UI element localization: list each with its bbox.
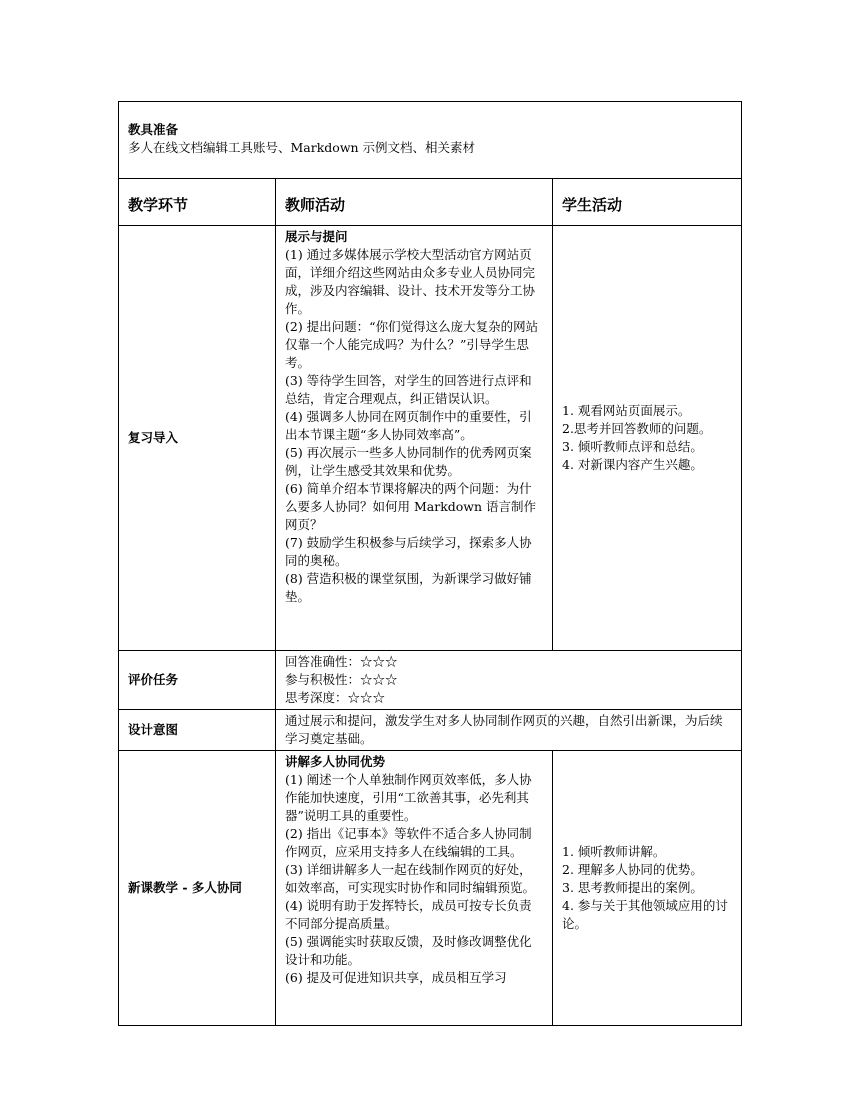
intent-stage-label: 设计意图 bbox=[128, 722, 179, 737]
new-lesson-teacher-title: 讲解多人协同优势 bbox=[285, 754, 386, 769]
review-student-line: 2.思考并回答教师的问题。 bbox=[562, 421, 712, 436]
evaluation-row bbox=[119, 651, 742, 710]
header-row bbox=[119, 179, 742, 226]
prep-content: 多人在线文档编辑工具账号、Markdown 示例文档、相关素材 bbox=[128, 140, 476, 155]
review-teacher-line: (7) 鼓励学生积极参与后续学习，探索多人协同的奥秘。 bbox=[285, 535, 532, 568]
header-teacher: 教师活动 bbox=[276, 179, 553, 226]
review-student-line: 3. 倾听教师点评和总结。 bbox=[562, 439, 703, 454]
review-student-cell bbox=[553, 226, 742, 651]
new-lesson-teacher-cell bbox=[276, 751, 553, 1026]
review-teacher-line: (4) 强调多人协同在网页制作中的重要性，引出本节课主题“多人协同效率高”。 bbox=[285, 409, 532, 442]
new-lesson-stage-label: 新课教学 - 多人协同 bbox=[128, 880, 242, 895]
prep-heading: 教具准备 bbox=[128, 122, 179, 137]
intent-stage-cell bbox=[119, 710, 276, 751]
new-lesson-student-line: 3. 思考教师提出的案例。 bbox=[562, 880, 703, 895]
new-lesson-student-line: 1. 倾听教师讲解。 bbox=[562, 844, 666, 859]
review-stage-cell bbox=[119, 226, 276, 651]
intent-content: 通过展示和提问，激发学生对多人协同制作网页的兴趣，自然引出新课，为后续学习奠定基础。 bbox=[285, 713, 723, 746]
review-teacher-line: (6) 简单介绍本节课将解决的两个问题：为什么要多人协同？如何用 Markdown 语言制作网页？ bbox=[285, 481, 537, 532]
review-row bbox=[119, 226, 742, 651]
evaluation-stage-label: 评价任务 bbox=[128, 672, 179, 687]
review-teacher-line: (1) 通过多媒体展示学校大型活动官方网站页面，详细介绍这些网站由众多专业人员协同完成，涉及内容编辑、设计、技术开发等分工协作。 bbox=[285, 247, 536, 316]
prep-cell bbox=[119, 102, 742, 179]
new-lesson-teacher-line: (5) 强调能实时获取反馈，及时修改调整优化设计和功能。 bbox=[285, 934, 532, 967]
evaluation-content-cell bbox=[276, 651, 742, 710]
evaluation-line: 参与积极性：☆☆☆ bbox=[285, 672, 398, 687]
review-student-line: 4. 对新课内容产生兴趣。 bbox=[562, 457, 703, 472]
intent-row bbox=[119, 710, 742, 751]
new-lesson-student-line: 2. 理解多人协同的优势。 bbox=[562, 862, 703, 877]
review-teacher-line: (2) 提出问题：“你们觉得这么庞大复杂的网站仅靠一个人能完成吗？为什么？”引导学生思考。 bbox=[285, 319, 539, 370]
new-lesson-teacher-line: (4) 说明有助于发挥特长，成员可按专长负责不同部分提高质量。 bbox=[285, 898, 532, 931]
new-lesson-row bbox=[119, 751, 742, 1026]
review-teacher-cell bbox=[276, 226, 553, 651]
new-lesson-teacher-line: (6) 提及可促进知识共享，成员相互学习 bbox=[285, 970, 507, 985]
review-teacher-title: 展示与提问 bbox=[285, 229, 348, 244]
review-teacher-line: (5) 再次展示一些多人协同制作的优秀网页案例，让学生感受其效果和优势。 bbox=[285, 445, 532, 478]
review-teacher-line: (8) 营造积极的课堂氛围，为新课学习做好铺垫。 bbox=[285, 571, 532, 604]
evaluation-line: 回答准确性：☆☆☆ bbox=[285, 654, 398, 669]
lesson-plan-table bbox=[118, 101, 742, 1026]
new-lesson-teacher-line: (1) 阐述一个人单独制作网页效率低，多人协作能加快速度，引用“工欲善其事，必先利其器”说明工具的重要性。 bbox=[285, 772, 532, 823]
evaluation-line: 思考深度：☆☆☆ bbox=[285, 690, 386, 705]
intent-content-cell bbox=[276, 710, 742, 751]
new-lesson-stage-cell bbox=[119, 751, 276, 1026]
evaluation-stage-cell bbox=[119, 651, 276, 710]
new-lesson-teacher-line: (2) 指出《记事本》等软件不适合多人协同制作网页，应采用支持多人在线编辑的工具。 bbox=[285, 826, 532, 859]
new-lesson-student-line: 4. 参与关于其他领域应用的讨论。 bbox=[562, 898, 728, 931]
header-stage: 教学环节 bbox=[119, 179, 276, 226]
header-student: 学生活动 bbox=[553, 179, 742, 226]
review-student-line: 1. 观看网站页面展示。 bbox=[562, 403, 691, 418]
review-stage-label: 复习导入 bbox=[128, 430, 179, 445]
new-lesson-student-cell bbox=[553, 751, 742, 1026]
prep-row bbox=[119, 102, 742, 179]
review-teacher-line: (3) 等待学生回答，对学生的回答进行点评和总结，肯定合理观点，纠正错误认识。 bbox=[285, 373, 532, 406]
new-lesson-teacher-line: (3) 详细讲解多人一起在线制作网页的好处，如效率高，可实现实时协作和同时编辑预览。 bbox=[285, 862, 536, 895]
